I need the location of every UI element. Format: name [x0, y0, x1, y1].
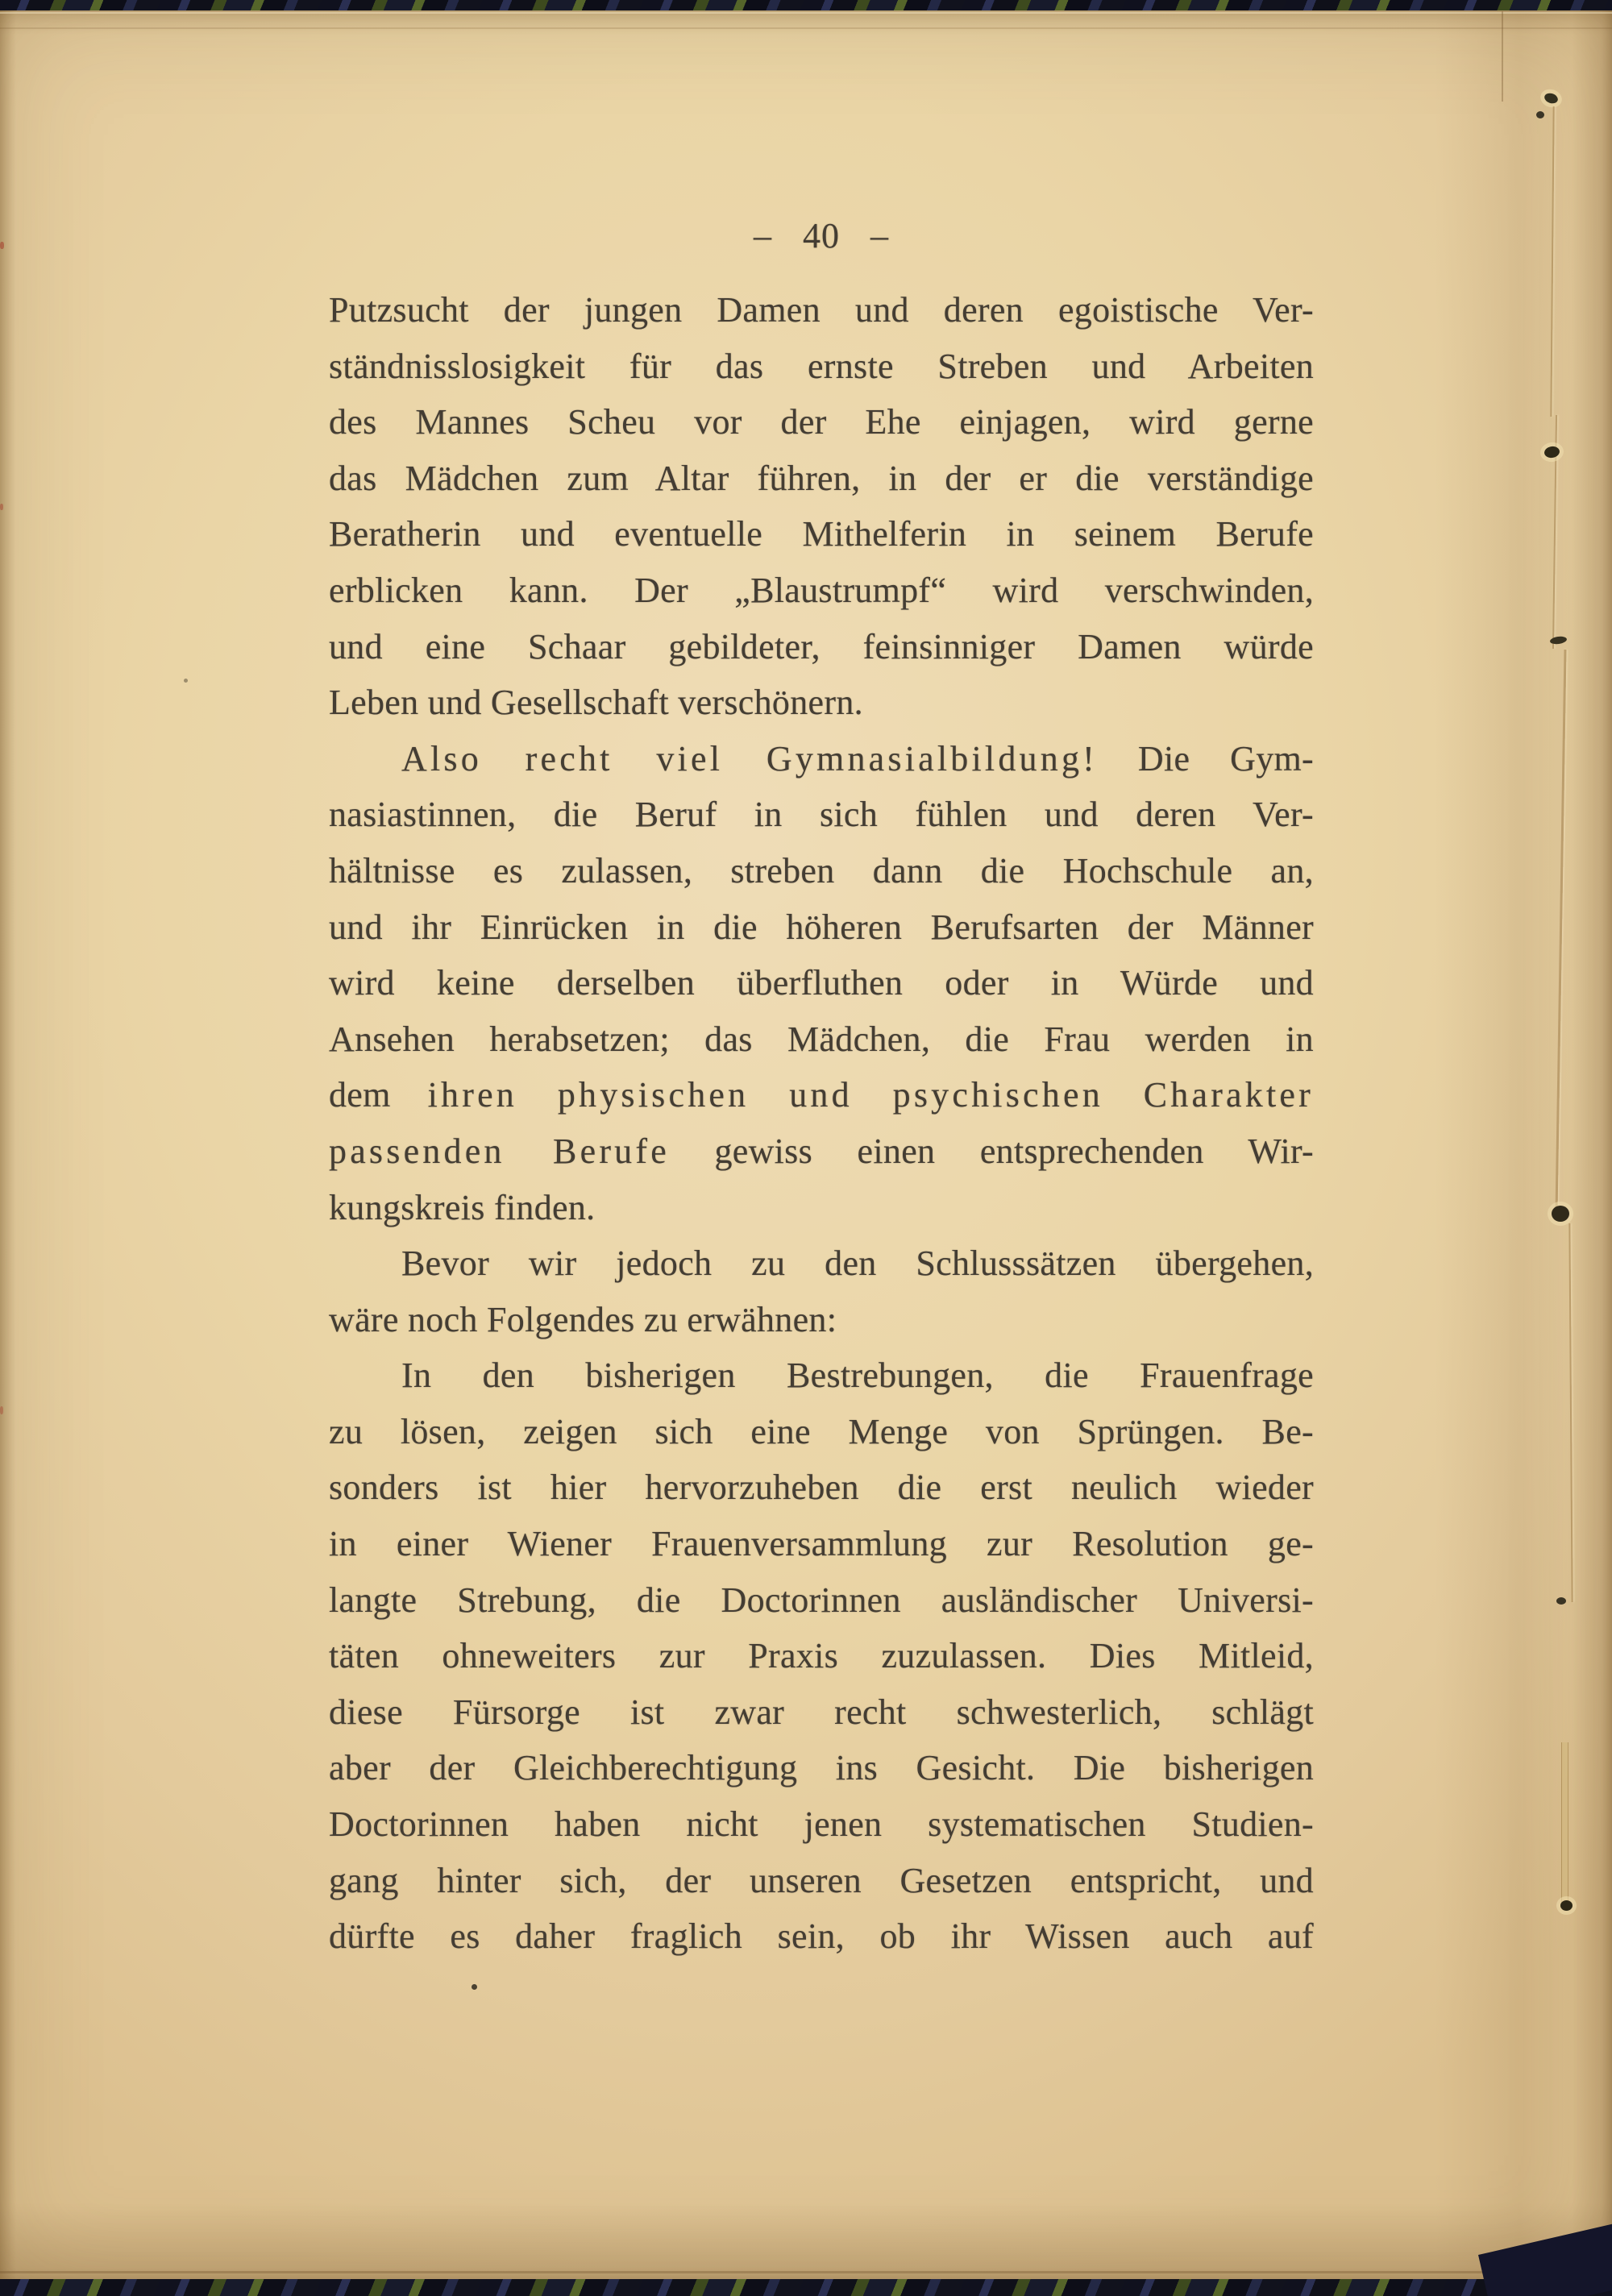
text-line	[329, 1404, 1314, 1460]
body-text: und ihr Einrücken in die höheren Berufsarten der Männer	[329, 907, 1314, 947]
text-line	[329, 1180, 1314, 1236]
text-line	[329, 1235, 1314, 1292]
paper-speck	[1560, 1900, 1573, 1911]
text-line	[329, 1123, 1314, 1180]
text-line	[329, 1347, 1314, 1404]
ink-dot	[472, 1984, 477, 1990]
emphasized-letterspaced-text: passenden Berufe	[329, 1131, 670, 1171]
body-text: sonders ist hier hervorzuheben die erst neulich wieder	[329, 1468, 1314, 1508]
paper-crease-band	[1561, 1742, 1568, 1908]
book-cover-edge-bottom	[0, 2278, 1612, 2296]
body-text: In den bisherigen Bestrebungen, die Frauenfrage	[401, 1356, 1314, 1396]
red-fleck	[0, 504, 3, 510]
red-fleck	[0, 242, 4, 249]
body-text: täten ohneweiters zur Praxis zuzulassen. Dies Mitleid,	[329, 1636, 1314, 1676]
body-text: Doctorinnen haben nicht jenen systematischen Studien-	[329, 1804, 1314, 1845]
text-line	[329, 1796, 1314, 1853]
emphasized-letterspaced-text: ihren physischen und psychischen Charakter	[427, 1075, 1314, 1115]
body-text: Bevor wir jedoch zu den Schlusssätzen übergehen,	[401, 1243, 1314, 1284]
body-text: erblicken kann. Der „Blaustrumpf“ wird verschwinden,	[329, 570, 1314, 610]
body-text: wäre noch Folgendes zu erwähnen:	[329, 1299, 837, 1339]
body-text: Ansehen herabsetzen; das Mädchen, die Frau werden in	[329, 1019, 1314, 1059]
text-block	[329, 282, 1314, 1965]
text-line	[329, 506, 1314, 563]
page-edge-line-top-right	[1502, 11, 1503, 102]
body-text: und eine Schaar gebildeter, feinsinniger Damen würde	[329, 626, 1314, 666]
text-line	[329, 675, 1314, 731]
body-text: das Mädchen zum Altar führen, in der er die verständige	[329, 458, 1314, 498]
text-line	[329, 1908, 1314, 1965]
text-line	[329, 787, 1314, 843]
text-line	[329, 1572, 1314, 1629]
text-line	[329, 450, 1314, 507]
page-top-edge-line	[0, 27, 1612, 29]
body-text: nasiastinnen, die Beruf in sich fühlen und deren Ver-	[329, 795, 1314, 835]
body-text: langte Strebung, die Doctorinnen ausländischer Universi-	[329, 1580, 1314, 1620]
text-line	[329, 1459, 1314, 1516]
body-text: hältnisse es zulassen, streben dann die Hochschule an,	[329, 850, 1314, 891]
text-line	[329, 1740, 1314, 1796]
text-line	[329, 1684, 1314, 1741]
paper-speck	[1556, 1597, 1566, 1605]
paper-speck	[1552, 1206, 1569, 1222]
body-text: dem	[329, 1075, 428, 1115]
red-fleck	[0, 1406, 3, 1414]
text-line	[329, 955, 1314, 1011]
text-line	[329, 1628, 1314, 1684]
page-number-header: – 40 –	[754, 216, 889, 255]
text-line	[329, 1067, 1314, 1123]
text-line	[329, 843, 1314, 899]
emphasized-letterspaced-text: Also recht viel Gymnasialbildung!	[401, 738, 1099, 778]
body-text: gang hinter sich, der unseren Gesetzen entspricht, und	[329, 1860, 1314, 1900]
paper-speck	[1536, 111, 1544, 118]
text-line	[329, 1011, 1314, 1068]
body-text: diese Fürsorge ist zwar recht schwesterlich, schlägt	[329, 1692, 1314, 1732]
body-text: kungskreis finden.	[329, 1187, 596, 1227]
body-text: dürfte es daher fraglich sein, ob ihr Wissen auch auf	[329, 1916, 1314, 1957]
text-line	[329, 899, 1314, 956]
body-text: aber der Gleichberechtigung ins Gesicht. Die bisherigen	[329, 1748, 1314, 1788]
body-text: ständnisslosigkeit für das ernste Streben und Arbeiten	[329, 346, 1314, 386]
body-text: in einer Wiener Frauenversammlung zur Resolution ge-	[329, 1524, 1314, 1564]
ink-dot	[184, 679, 188, 683]
body-text: wird keine derselben überfluthen oder in Würde und	[329, 963, 1314, 1003]
text-line	[329, 394, 1314, 450]
body-text: des Mannes Scheu vor der Ehe einjagen, wird gerne	[329, 402, 1314, 442]
body-text: Die Gym-	[1098, 738, 1314, 778]
body-text: Putzsucht der jungen Damen und deren egoistische Ver-	[329, 290, 1314, 330]
text-line	[329, 338, 1314, 395]
page-bottom-edge-shadow	[0, 2271, 1612, 2273]
text-line	[329, 619, 1314, 675]
text-line	[329, 1516, 1314, 1572]
text-line	[329, 563, 1314, 619]
body-text: gewiss einen entsprechenden Wir-	[669, 1131, 1314, 1171]
text-line	[329, 282, 1314, 338]
text-line	[329, 1292, 1314, 1348]
body-text: Leben und Gesellschaft verschönern.	[329, 683, 863, 723]
body-text: Beratherin und eventuelle Mithelferin in seinem Berufe	[329, 514, 1314, 554]
text-line	[329, 1853, 1314, 1909]
page-top-edge-highlight	[0, 12, 1612, 14]
body-text: zu lösen, zeigen sich eine Menge von Sprüngen. Be-	[329, 1411, 1314, 1451]
text-line	[329, 731, 1314, 787]
